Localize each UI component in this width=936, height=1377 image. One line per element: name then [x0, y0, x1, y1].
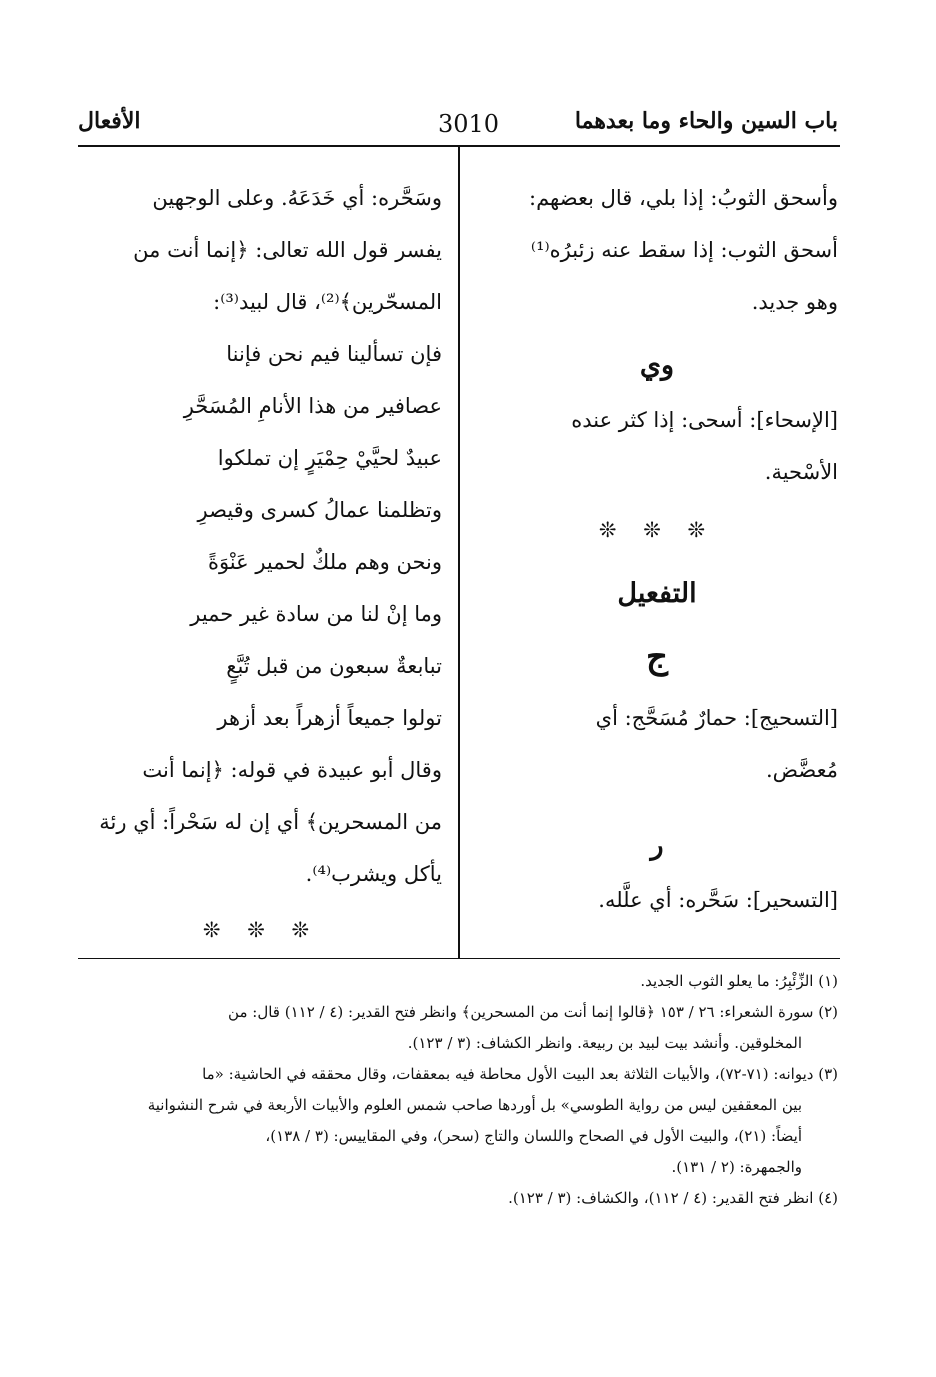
footnote-rule	[78, 958, 840, 959]
footnote-line: بين المعقفين ليس من رواية الطوسي» بل أوردها صاحب شمس العلوم والأبيات الأربعة في شرح النشوانية	[147, 1096, 802, 1114]
text-line: الأسْحية.	[764, 460, 838, 484]
chapter-title: باب السين والحاء وما بعدهما	[574, 108, 838, 134]
footnote-line: (٤) انظر فتح القدير: (٤ / ١١٢)، والكشاف: (٣ / ١٢٣).	[508, 1189, 838, 1207]
separator-stars: ❊ ❊ ❊	[202, 918, 320, 942]
poem-line: عصافير من هذا الأنامِ المُسَحَّرِ	[183, 394, 442, 418]
footnote-line: والجمهرة: (٢ / ١٣١).	[671, 1158, 802, 1176]
text-line: وهو جديد.	[751, 290, 838, 314]
poem-line: وتظلمنا عمالُ كسرى وقيصرِ	[197, 498, 442, 522]
poem-line: وما إنْ لنا من سادة غير حمير	[190, 602, 442, 626]
text-line: [الإسحاء]: أسحى: إذا كثر عنده	[571, 408, 838, 432]
footnote-line: (٣) ديوانه: (٧١-٧٢)، والأبيات الثلاثة بعد البيت الأول محاطة فيه بمعقفات، وقال محققه في الحاشية: «ما	[202, 1065, 838, 1083]
footnote-line: (٢) سورة الشعراء: ٢٦ / ١٥٣ ﴿قالوا إنما أنت من المسحرين﴾ وانظر فتح القدير: (٤ / ١١٢) قال: من	[228, 1003, 838, 1021]
page-number: 3010	[438, 110, 500, 138]
text-line: من المسحرين﴾ أي إن له سَحْراً: أي رئة	[99, 810, 442, 834]
poem-line: ونحن وهم ملكٌ لحمير عَنْوَةً	[207, 550, 442, 574]
section-heading-wy: وي	[639, 350, 675, 381]
footnote-line: أيضاً: (٢١)، والبيت الأول في الصحاح واللسان والتاج (سحر)، وفي المقاييس: (٣ / ١٣٨)،	[265, 1127, 802, 1145]
footnote-line: (١) الزِّئْبِرُ: ما يعلو الثوب الجديد.	[640, 972, 838, 990]
poem-line: فإن تسألينا فيم نحن فإننا	[226, 342, 442, 366]
footnote-3	[78, 1059, 838, 1183]
separator-stars: ❊ ❊ ❊	[598, 518, 716, 542]
text-line: مُعضَّض.	[766, 758, 838, 782]
footnote-4	[78, 1183, 838, 1214]
section-title: الأفعال	[78, 108, 141, 134]
text-line: أسحق الثوب: إذا سقط عنه زئبرُه⁽¹⁾	[530, 238, 838, 262]
section-heading-taf3eel: التفعيل	[617, 578, 697, 609]
footnote-1	[78, 966, 838, 997]
text-line: يأكل ويشرب⁽⁴⁾.	[305, 862, 442, 886]
text-line: [التسحيج]: حمارٌ مُسَحَّج: أي	[595, 706, 838, 730]
text-line: وأسحق الثوبُ: إذا بلي، قال بعضهم:	[529, 186, 838, 210]
text-line: وقال أبو عبيدة في قوله: ﴿إنما أنت	[142, 758, 442, 782]
left-column	[80, 172, 442, 956]
footnotes	[78, 966, 838, 1214]
text-line: وسَحَّره: أي خَدَعَهُ. وعلى الوجهين	[152, 186, 442, 210]
poem-line: تولوا جميعاً أزهراً بعد أزهر	[217, 706, 442, 730]
poem-line: عبيدٌ لحيَّيْ حِمْيَرٍ إن تملكوا	[217, 446, 442, 470]
page-header	[78, 108, 838, 148]
column-divider	[458, 147, 460, 959]
letter-heading-r: ر	[650, 830, 664, 861]
footnote-line: المخلوقين. وأنشد بيت لبيد بن ربيعة. وانظر الكشاف: (٣ / ١٢٣).	[407, 1034, 802, 1052]
right-column	[476, 172, 838, 926]
footnote-2	[78, 997, 838, 1059]
letter-heading-j: ج	[646, 637, 668, 677]
text-line: المسحّرين﴾⁽²⁾، قال لبيد⁽³⁾:	[213, 290, 442, 314]
text-line: [التسحير]: سَحَّره: أي علَّله.	[598, 888, 838, 912]
text-line: يفسر قول الله تعالى: ﴿إنما أنت من	[133, 238, 442, 262]
poem-line: تبابعةٌ سبعون من قبل تُبَّعٍ	[226, 654, 442, 678]
